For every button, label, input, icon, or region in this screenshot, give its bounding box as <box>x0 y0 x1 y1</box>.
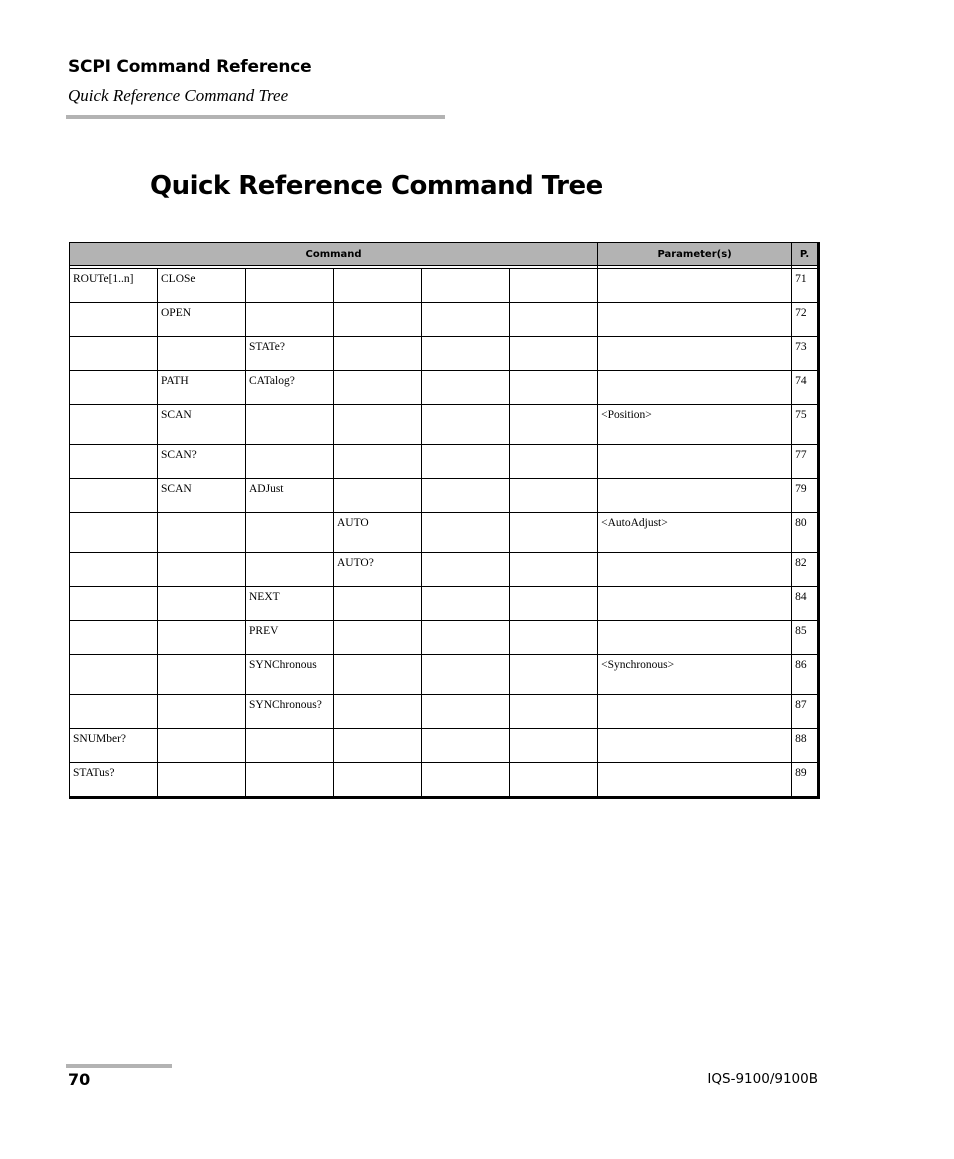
table-row <box>70 729 819 763</box>
level-4-cell: AUTO? <box>334 553 422 587</box>
level-6-cell <box>510 445 598 479</box>
level-5-cell <box>422 405 510 445</box>
page-title: Quick Reference Command Tree <box>150 171 603 201</box>
level-4-cell <box>334 655 422 695</box>
level-1-cell <box>70 553 158 587</box>
level-6-cell <box>510 587 598 621</box>
level-2-cell <box>158 337 246 371</box>
level-3-cell <box>246 405 334 445</box>
parameter-cell <box>598 763 792 798</box>
level-1-cell <box>70 513 158 553</box>
command-tree-table <box>69 242 820 799</box>
level-3-cell <box>246 729 334 763</box>
table-row <box>70 553 819 587</box>
parameter-cell <box>598 587 792 621</box>
level-5-cell <box>422 621 510 655</box>
page-cell: 80 <box>792 513 819 553</box>
level-4-cell <box>334 763 422 798</box>
model-name: IQS-9100/9100B <box>707 1071 818 1087</box>
level-1-cell <box>70 303 158 337</box>
page-cell: 88 <box>792 729 819 763</box>
level-2-cell <box>158 729 246 763</box>
level-3-cell: CATalog? <box>246 371 334 405</box>
parameter-cell <box>598 479 792 513</box>
level-2-cell <box>158 587 246 621</box>
level-1-cell: STATus? <box>70 763 158 798</box>
level-4-cell <box>334 405 422 445</box>
level-2-cell: SCAN <box>158 405 246 445</box>
level-1-cell <box>70 479 158 513</box>
table-header-row <box>70 243 819 266</box>
level-5-cell <box>422 655 510 695</box>
level-3-cell <box>246 445 334 479</box>
level-4-cell <box>334 303 422 337</box>
level-3-cell: PREV <box>246 621 334 655</box>
level-1-cell <box>70 655 158 695</box>
level-5-cell <box>422 763 510 798</box>
level-5-cell <box>422 695 510 729</box>
level-1-cell: SNUMber? <box>70 729 158 763</box>
level-1-cell <box>70 445 158 479</box>
parameter-cell <box>598 337 792 371</box>
page-cell: 74 <box>792 371 819 405</box>
table-row <box>70 337 819 371</box>
level-2-cell: OPEN <box>158 303 246 337</box>
level-6-cell <box>510 553 598 587</box>
table-row <box>70 303 819 337</box>
parameter-cell <box>598 729 792 763</box>
level-4-cell <box>334 337 422 371</box>
page-cell: 86 <box>792 655 819 695</box>
level-4-cell <box>334 479 422 513</box>
level-2-cell: SCAN? <box>158 445 246 479</box>
level-6-cell <box>510 479 598 513</box>
level-6-cell <box>510 695 598 729</box>
parameter-cell <box>598 303 792 337</box>
parameter-cell <box>598 621 792 655</box>
page-cell: 79 <box>792 479 819 513</box>
section-title: SCPI Command Reference <box>68 57 312 77</box>
level-2-cell <box>158 695 246 729</box>
level-5-cell <box>422 269 510 303</box>
page-cell: 72 <box>792 303 819 337</box>
level-4-cell: AUTO <box>334 513 422 553</box>
page-cell: 77 <box>792 445 819 479</box>
table-row <box>70 655 819 695</box>
parameter-cell <box>598 695 792 729</box>
parameter-cell <box>598 553 792 587</box>
table-row <box>70 513 819 553</box>
parameter-cell <box>598 269 792 303</box>
level-1-cell <box>70 695 158 729</box>
page-cell: 82 <box>792 553 819 587</box>
level-1-cell <box>70 371 158 405</box>
page-number: 70 <box>68 1070 91 1089</box>
page-cell: 75 <box>792 405 819 445</box>
parameter-cell: <Position> <box>598 405 792 445</box>
level-6-cell <box>510 405 598 445</box>
level-6-cell <box>510 729 598 763</box>
footer-rule <box>66 1064 172 1068</box>
level-2-cell: SCAN <box>158 479 246 513</box>
level-3-cell <box>246 269 334 303</box>
table-row <box>70 405 819 445</box>
level-2-cell <box>158 621 246 655</box>
table-row <box>70 479 819 513</box>
level-1-cell: ROUTe[1..n] <box>70 269 158 303</box>
level-6-cell <box>510 655 598 695</box>
level-6-cell <box>510 371 598 405</box>
level-3-cell: SYNChronous <box>246 655 334 695</box>
level-2-cell <box>158 553 246 587</box>
level-5-cell <box>422 729 510 763</box>
page-cell: 84 <box>792 587 819 621</box>
level-4-cell <box>334 587 422 621</box>
table-row <box>70 763 819 798</box>
page-cell: 73 <box>792 337 819 371</box>
level-5-cell <box>422 479 510 513</box>
level-3-cell <box>246 763 334 798</box>
table-row <box>70 269 819 303</box>
parameters-column-header: Parameter(s) <box>598 243 792 266</box>
level-3-cell <box>246 553 334 587</box>
header-rule <box>66 115 445 119</box>
level-6-cell <box>510 269 598 303</box>
page-cell: 85 <box>792 621 819 655</box>
parameter-cell <box>598 371 792 405</box>
level-2-cell: CLOSe <box>158 269 246 303</box>
page-cell: 71 <box>792 269 819 303</box>
level-1-cell <box>70 587 158 621</box>
page-cell: 87 <box>792 695 819 729</box>
level-5-cell <box>422 445 510 479</box>
level-5-cell <box>422 337 510 371</box>
level-2-cell <box>158 513 246 553</box>
level-1-cell <box>70 337 158 371</box>
level-1-cell <box>70 405 158 445</box>
level-3-cell <box>246 513 334 553</box>
parameter-cell: <AutoAdjust> <box>598 513 792 553</box>
section-subtitle: Quick Reference Command Tree <box>68 86 289 105</box>
level-4-cell <box>334 695 422 729</box>
level-5-cell <box>422 371 510 405</box>
parameter-cell: <Synchronous> <box>598 655 792 695</box>
level-3-cell <box>246 303 334 337</box>
level-6-cell <box>510 303 598 337</box>
page-column-header: P. <box>792 243 819 266</box>
level-5-cell <box>422 513 510 553</box>
level-4-cell <box>334 621 422 655</box>
level-5-cell <box>422 303 510 337</box>
level-3-cell: NEXT <box>246 587 334 621</box>
level-3-cell: SYNChronous? <box>246 695 334 729</box>
table-row <box>70 445 819 479</box>
level-5-cell <box>422 553 510 587</box>
level-6-cell <box>510 763 598 798</box>
level-4-cell <box>334 445 422 479</box>
level-2-cell: PATH <box>158 371 246 405</box>
table-row <box>70 371 819 405</box>
level-2-cell <box>158 763 246 798</box>
level-4-cell <box>334 371 422 405</box>
level-6-cell <box>510 337 598 371</box>
page-cell: 89 <box>792 763 819 798</box>
level-3-cell: STATe? <box>246 337 334 371</box>
level-4-cell <box>334 269 422 303</box>
level-4-cell <box>334 729 422 763</box>
level-6-cell <box>510 621 598 655</box>
table-row <box>70 695 819 729</box>
level-5-cell <box>422 587 510 621</box>
table-row <box>70 587 819 621</box>
level-2-cell <box>158 655 246 695</box>
table-row <box>70 621 819 655</box>
level-3-cell: ADJust <box>246 479 334 513</box>
level-6-cell <box>510 513 598 553</box>
table-body <box>70 266 819 798</box>
command-column-header: Command <box>70 243 598 266</box>
parameter-cell <box>598 445 792 479</box>
level-1-cell <box>70 621 158 655</box>
